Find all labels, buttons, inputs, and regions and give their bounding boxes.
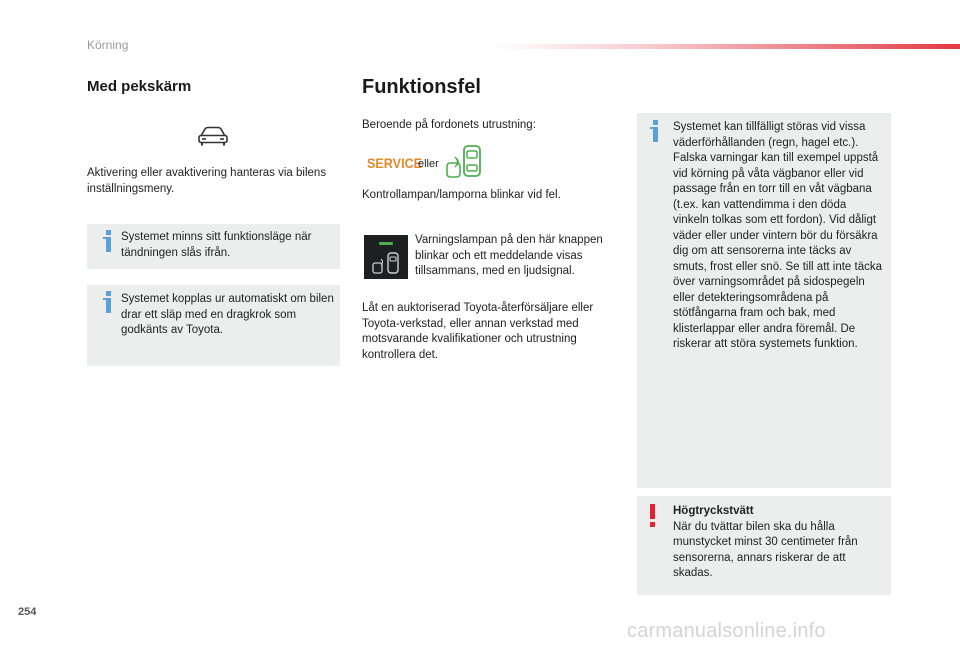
pressure-wash-block [673,504,883,582]
lamps-flash-text: Kontrollampan/lamporna blinkar vid fel. [362,189,561,201]
interference-text: Systemet kan tillfälligt störas vid vissa väderförhållanden (regn, hagel etc.). Falska varningar kan till exempel uppstå vid körning på våta vägbanor eller vid passage från en torr till en våt vägbana (t.ex. kan vattendimma i den döda vinkeln tolkas som ett fordon). Vid dåligt väder eller under vintern bör du försäkra dig om att sensorerna inte täcks av smuts, frost eller snö. Se till att inte täcka över varningsområdet på sidospegeln eller detekteringsområdena på stötfångarna fram och bak, med klisterlappar eller andra föremål. De riskerar att störa systemets funktion. [673,121,882,350]
warning-button-icon [364,235,408,279]
info-box-memory [87,224,340,269]
car-outline-icon [196,125,230,147]
watermark: carmanualsonline.info [627,620,826,642]
info-icon [101,230,117,254]
activation-text: Aktivering eller avaktivering hanteras via bilens inställningsmeny. [87,167,327,195]
warning-lamp-text: Varningslampan på den här knappen blinkar och ett meddelande visas tillsammans, med en ljudsignal. [415,234,603,277]
info-trailer-text: Systemet kopplas ur automatiskt om bilen drar ett släp med en dragkrok som godkänts av Toyota. [121,293,334,336]
info-box-interference [637,113,891,488]
heading-touchscreen: Med pekskärm [87,78,192,95]
info-box-trailer [87,285,340,366]
section-label: Körning [87,38,129,52]
or-label: eller [418,158,439,170]
info-icon [648,120,664,144]
pressure-wash-text: När du tvättar bilen ska du hålla munstycket minst 30 centimeter från sensorerna, annars riskerar de att skadas. [673,520,858,579]
warning-box-pressure-wash [637,496,891,595]
service-icon: SERVICE [367,155,423,171]
pressure-wash-title: Högtryckstvätt [673,505,754,517]
info-icon [101,291,117,315]
warning-icon [649,504,657,530]
header-accent-bar [490,44,960,49]
depending-text: Beroende på fordonets utrustning: [362,119,536,131]
heading-malfunction: Funktionsfel [362,76,481,98]
dealer-text: Låt en auktoriserad Toyota-återförsäljare eller Toyota-verkstad, eller annan verkstad med motsvarande kvalifikationer och utrustning kontrollera det. [362,302,594,361]
blind-spot-warning-icon [444,143,484,181]
info-memory-text: Systemet minns sitt funktionsläge när tändningen slås ifrån. [121,231,312,259]
page-number: 254 [18,606,37,618]
